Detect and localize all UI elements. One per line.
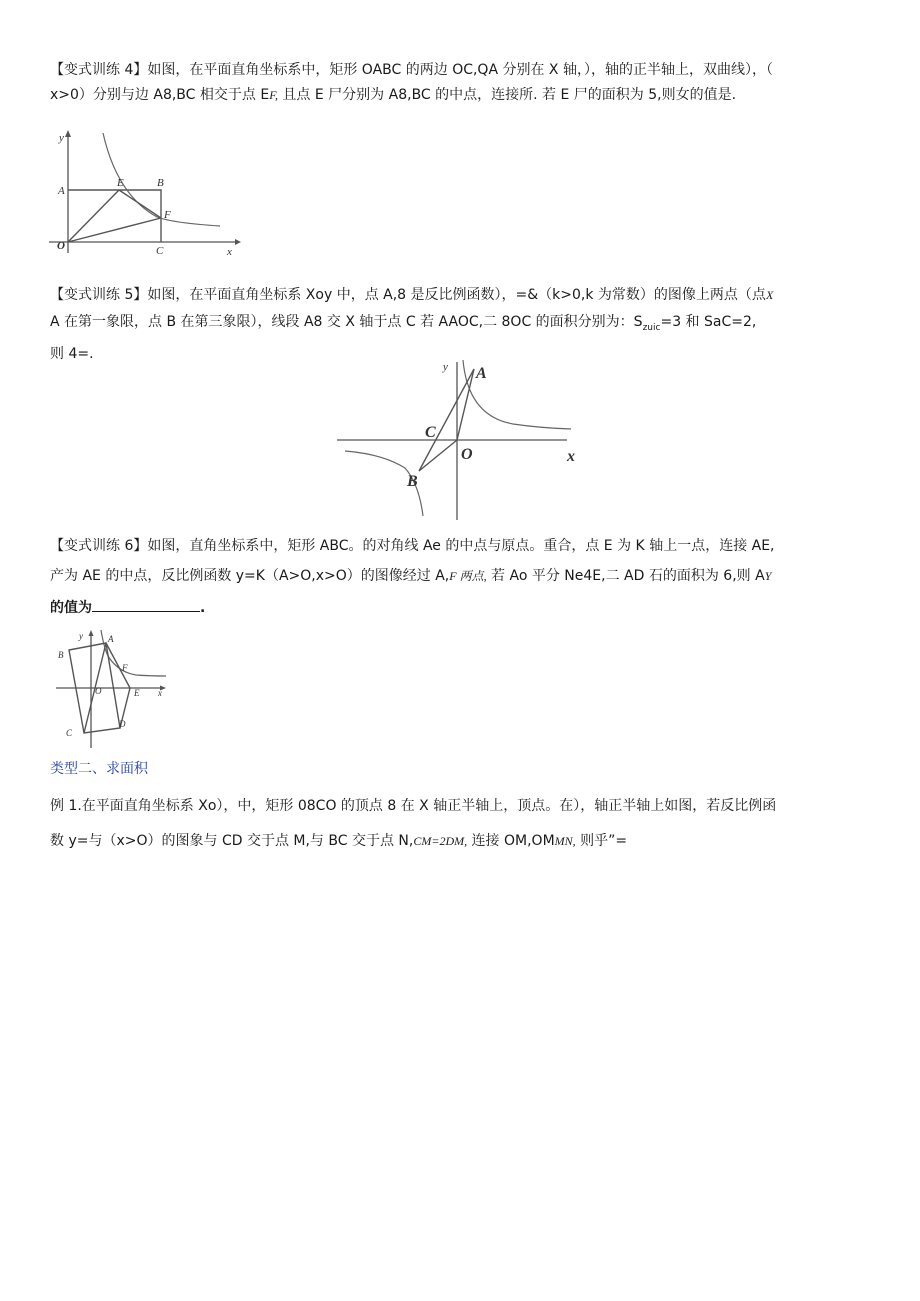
- label-F: F: [164, 209, 171, 221]
- ex6-line-2: [50, 566, 771, 586]
- ex5-subscript: zuic: [642, 322, 661, 333]
- segment-OA: [457, 369, 474, 440]
- ex6-italic: F 两点,: [449, 569, 487, 583]
- label-B: B: [157, 177, 164, 189]
- label-O: O: [461, 446, 473, 463]
- ex6-text: 若 Ao 平分 Ne4E,二 AD 石的面积为 6,则 A: [486, 568, 765, 584]
- label-B: B: [407, 473, 418, 490]
- ex5-line-3: [50, 344, 94, 364]
- rectangle: [68, 190, 161, 242]
- example1-text: 连接 OM,OM: [467, 833, 555, 849]
- label-C: C: [66, 728, 73, 738]
- label-C: C: [156, 245, 164, 257]
- example1-line-2: [50, 831, 627, 851]
- label-x: x: [227, 246, 232, 258]
- ex4-figure: [45, 125, 245, 260]
- segment-OE: [68, 190, 119, 242]
- ex5-text: =3 和 SaC=2,: [660, 314, 757, 330]
- ex6-italic: Y: [764, 569, 772, 583]
- ex4-text: x>0）分别与边 A8,BC 相交于点 E: [50, 87, 270, 103]
- label-x: x: [567, 448, 575, 465]
- label-D: D: [119, 719, 126, 729]
- answer-blank[interactable]: [92, 597, 200, 612]
- section-heading: [50, 759, 148, 779]
- ex6-figure: [50, 628, 175, 750]
- segment-OB: [419, 440, 457, 471]
- ex4-line-1: [50, 60, 773, 80]
- example1-text: 例 1.在平面直角坐标系 Xo），中，矩形 08CO 的顶点 8 在 X 轴正半轴上，顶点。在），轴正半轴上如图，若反比例函: [50, 798, 777, 814]
- section-title: 类型二、求面积: [50, 761, 148, 777]
- example1-line-1: [50, 796, 776, 816]
- label-C: C: [425, 424, 436, 441]
- example1-italic: MN,: [554, 834, 576, 848]
- ex5-line-2: [50, 312, 756, 338]
- label-y: y: [443, 361, 448, 373]
- ex6-line-3: [50, 597, 205, 618]
- label-O: O: [57, 240, 65, 252]
- label-E: E: [117, 177, 124, 189]
- label-A: A: [476, 365, 487, 382]
- ex5-line-1: [50, 285, 773, 305]
- label-x: x: [158, 688, 162, 698]
- ex5-text: A 在第一象限，点 B 在第三象限），线段 A8 交 X 轴于点 C 若 AAOC,二 8OC 的面积分别为：S: [50, 314, 643, 330]
- example1-text: 则乎”=: [575, 833, 628, 849]
- label-B: B: [58, 650, 64, 660]
- ex5-text: 【变式训练 5】如图，在平面直角坐标系 Xoy 中，点 A,8 是反比例函数），=&（k>0,k 为常数）的图像上两点（点: [50, 287, 766, 303]
- label-O: O: [95, 686, 102, 696]
- ex5-figure: [335, 358, 585, 523]
- label-E: E: [134, 688, 140, 698]
- ex6-text: 产为 AE 的中点，反比例函数 y=K（A>O,x>O）的图像经过 A,: [50, 568, 450, 584]
- ex4-italic: F,: [269, 88, 278, 102]
- segment-OF: [68, 218, 161, 242]
- label-y: y: [79, 631, 83, 641]
- label-A: A: [58, 185, 65, 197]
- example1-italic: CM=2DM,: [413, 834, 468, 848]
- ex4-text: 且点 E 尸分别为 A8,BC 的中点，连接所. 若 E 尸的面积为 5,则女的值是.: [277, 87, 737, 103]
- label-y: y: [59, 132, 64, 144]
- ex6-line-1: [50, 536, 775, 556]
- example1-text: 数 y=与（x>O）的图象与 CD 交于点 M,与 BC 交于点 N,: [50, 833, 414, 849]
- ex4-line-2: [50, 85, 736, 105]
- ex4-text: 【变式训练 4】如图，在平面直角坐标系中，矩形 OABC 的两边 OC,QA 分别在 X 轴，），轴的正半轴上，双曲线），（: [50, 62, 773, 78]
- y-axis-arrow: [65, 130, 71, 137]
- label-F: F: [122, 663, 128, 673]
- x-axis-arrow: [235, 239, 241, 245]
- y-axis-arrow: [89, 630, 94, 636]
- ex6-text: 【变式训练 6】如图，直角坐标系中，矩形 ABC。的对角线 Ae 的中点与原点。重合，点 E 为 K 轴上一点，连接 AE,: [50, 538, 775, 554]
- ex5-text: 则 4=.: [50, 346, 94, 362]
- ex6-text: .: [200, 600, 206, 616]
- label-A: A: [108, 634, 114, 644]
- ex6-text: 的值为: [50, 600, 92, 616]
- ex5-italic: X: [765, 288, 774, 302]
- segment-EF: [119, 190, 161, 218]
